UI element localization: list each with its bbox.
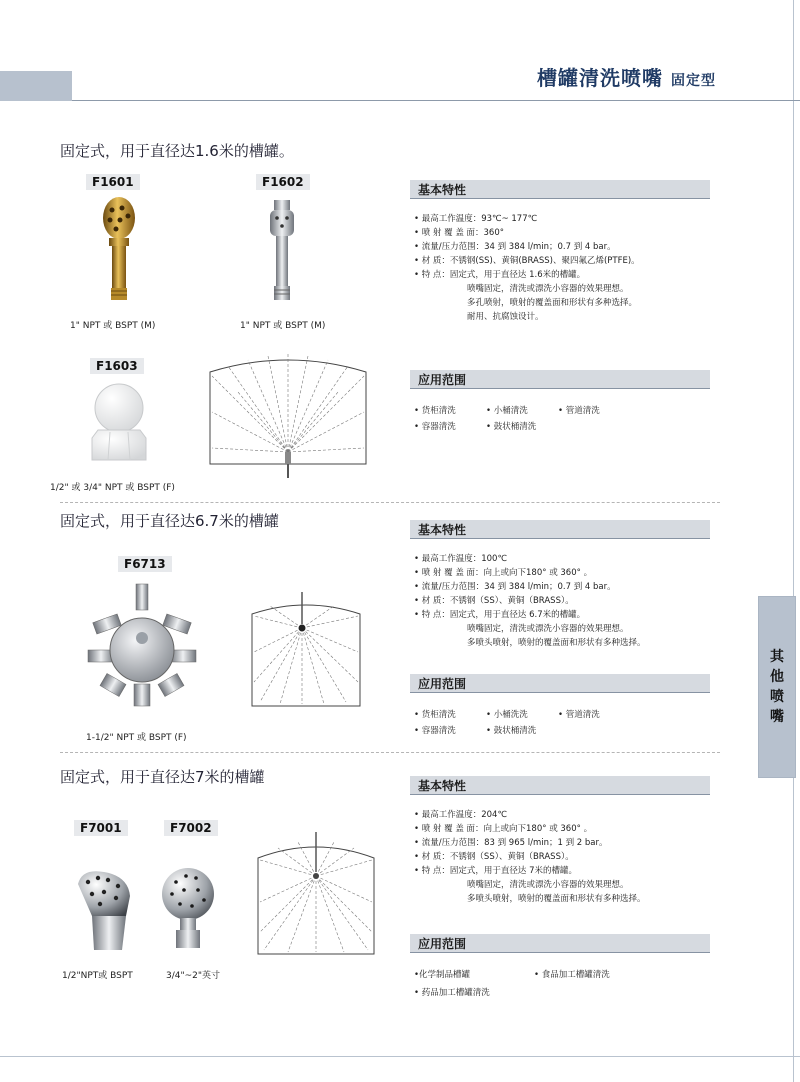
app-item: •化学制品槽罐: [414, 970, 471, 980]
section-3-title: 固定式，用于直径达7米的槽罐: [60, 768, 265, 786]
model-f7001: F7001: [74, 820, 128, 836]
section-2-apps-header: [410, 674, 710, 693]
section-2-title: 固定式，用于直径达6.7米的槽罐: [60, 512, 279, 530]
side-tab-char: 喷: [770, 689, 784, 705]
header-rule: [72, 100, 800, 101]
app-item: • 容器清洗: [414, 422, 456, 432]
section-1-features-header: [410, 180, 710, 199]
feature-note: 多孔喷射，喷射的覆盖面和形状有多种选择。: [467, 298, 638, 308]
feature-item: • 最高工作温度：100℃: [414, 554, 507, 564]
f1603-nozzle-image: [84, 380, 154, 468]
section-1-features-list: [414, 212, 640, 324]
section-2-features-title: 基本特性: [418, 523, 467, 537]
section-3-apps-row-2: [414, 986, 490, 998]
section-2-features-list: [414, 552, 646, 650]
feature-item: • 流量/压力范围：34 到 384 l/min；0.7 到 4 bar。: [414, 242, 616, 252]
header-accent-bar: [0, 71, 72, 101]
section-1-apps-row-2: [414, 420, 536, 432]
section-3-features-title: 基本特性: [418, 779, 467, 793]
feature-item: • 特 点：固定式，用于直径达 6.7米的槽罐。: [414, 610, 586, 620]
feature-note: 耐用、抗腐蚀设计。: [467, 312, 544, 322]
spray-pattern-diagram-1: [208, 352, 368, 482]
side-tab[interactable]: [758, 596, 796, 778]
side-tab-char: 他: [770, 669, 784, 685]
feature-item: • 特 点：固定式，用于直径达 1.6米的槽罐。: [414, 270, 586, 280]
section-3-features-header: [410, 776, 710, 795]
spray-pattern-diagram-2: [250, 592, 362, 708]
app-item: • 容器清洗: [414, 726, 456, 736]
section-3-features-list: [414, 808, 646, 906]
f6713-caption: 1-1/2" NPT 或 BSPT (F): [86, 733, 187, 743]
feature-item: • 流量/压力范围：34 到 384 l/min；0.7 到 4 bar。: [414, 582, 616, 592]
feature-item: • 材 质：不锈钢(SS)、黄铜(BRASS)、聚四氟乙烯(PTFE)。: [414, 256, 640, 266]
feature-item: • 最高工作温度：204℃: [414, 810, 507, 820]
f7001-nozzle-image: [72, 866, 138, 952]
f1603-caption: 1/2" 或 3/4" NPT 或 BSPT (F): [50, 483, 175, 493]
f1602-caption: 1" NPT 或 BSPT (M): [240, 321, 326, 331]
section-3-apps-row-1: [414, 968, 610, 980]
feature-note: 多喷头喷射，喷射的覆盖面和形状有多种选择。: [467, 638, 646, 648]
feature-note: 喷嘴固定，清洗或漂洗小容器的效果理想。: [467, 284, 629, 294]
f1602-nozzle-image: [262, 196, 302, 306]
app-item: • 食品加工槽罐清洗: [534, 970, 610, 980]
section-divider: [60, 502, 720, 503]
section-2-apps-row-2: [414, 724, 536, 736]
feature-item: • 喷 射 覆 盖 面：360°: [414, 228, 504, 238]
section-3-apps-header: [410, 934, 710, 953]
page-title-main: 槽罐清洗喷嘴: [537, 66, 663, 90]
f7002-nozzle-image: [160, 866, 216, 952]
feature-item: • 喷 射 覆 盖 面：向上或向下180° 或 360° 。: [414, 824, 593, 834]
app-item: • 药品加工槽罐清洗: [414, 988, 490, 998]
f7002-caption: 3/4"~2"英寸: [166, 971, 221, 981]
section-1-features-title: 基本特性: [418, 183, 467, 197]
feature-item: • 特 点：固定式，用于直径达 7米的槽罐。: [414, 866, 578, 876]
app-item: • 鼓状桶清洗: [486, 422, 537, 432]
section-1-title: 固定式，用于直径达1.6米的槽罐。: [60, 142, 294, 160]
app-item: • 小桶清洗: [486, 406, 528, 416]
section-2-apps-row-1: [414, 708, 600, 720]
side-tab-char: 其: [770, 649, 784, 665]
feature-item: • 最高工作温度：93℃~ 177℃: [414, 214, 538, 224]
app-item: • 管道清洗: [558, 710, 600, 720]
feature-note: 喷嘴固定，清洗或漂洗小容器的效果理想。: [467, 880, 629, 890]
page-border-bottom: [0, 1056, 800, 1057]
f7001-caption: 1/2"NPT或 BSPT: [62, 971, 133, 981]
section-3-apps-title: 应用范围: [418, 937, 467, 951]
section-1-apps-row-1: [414, 404, 600, 416]
model-f6713: F6713: [118, 556, 172, 572]
model-f1601: F1601: [86, 174, 140, 190]
feature-note: 多喷头喷射，喷射的覆盖面和形状有多种选择。: [467, 894, 646, 904]
spray-pattern-diagram-3: [256, 832, 376, 956]
feature-item: • 材 质：不锈钢（SS）、黄铜（BRASS）。: [414, 852, 574, 862]
page-title-sub: 固定型: [671, 73, 716, 89]
section-divider: [60, 752, 720, 753]
page-border-right: [793, 0, 794, 1082]
app-item: • 鼓状桶清洗: [486, 726, 537, 736]
model-f1603: F1603: [90, 358, 144, 374]
section-2-apps-title: 应用范围: [418, 677, 467, 691]
side-tab-char: 嘴: [770, 709, 784, 725]
app-item: • 管道清洗: [558, 406, 600, 416]
feature-item: • 流量/压力范围：83 到 965 l/min；1 到 2 bar。: [414, 838, 608, 848]
app-item: • 小桶洗洗: [486, 710, 528, 720]
feature-note: 喷嘴固定，清洗或漂洗小容器的效果理想。: [467, 624, 629, 634]
f1601-nozzle-image: [94, 196, 144, 306]
model-f7002: F7002: [164, 820, 218, 836]
app-item: • 货柜清洗: [414, 406, 456, 416]
side-tab-label: [759, 647, 795, 727]
app-item: • 货柜清洗: [414, 710, 456, 720]
section-1-apps-title: 应用范围: [418, 373, 467, 387]
model-f1602: F1602: [256, 174, 310, 190]
f1601-caption: 1" NPT 或 BSPT (M): [70, 321, 156, 331]
f6713-nozzle-image: [84, 580, 200, 710]
feature-item: • 喷 射 覆 盖 面：向上或向下180° 或 360° 。: [414, 568, 593, 578]
feature-item: • 材 质：不锈钢（SS）、黄铜（BRASS）。: [414, 596, 574, 606]
section-1-apps-header: [410, 370, 710, 389]
section-2-features-header: [410, 520, 710, 539]
page-title: [537, 62, 716, 91]
